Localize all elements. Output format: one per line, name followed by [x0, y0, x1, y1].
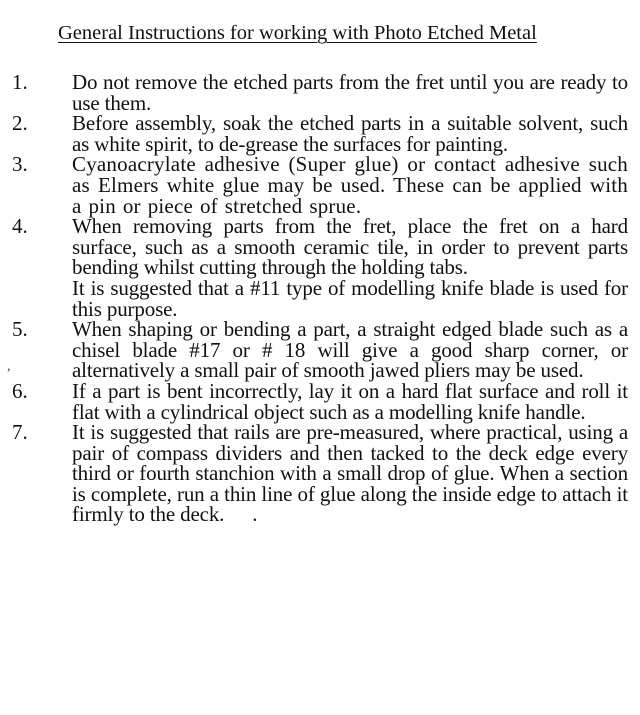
stray-mark: ,: [7, 359, 11, 374]
item-note: It is suggested that a #11 type of modelling knife blade is used for this purpose.: [72, 275, 628, 321]
item-body: [72, 422, 628, 525]
item-number: 4.: [12, 214, 28, 239]
instruction-item-4: [0, 216, 640, 319]
item-text: When shaping or bending a part, a straight edged blade such as a chisel blade #17 or # 18 will give a good sharp corner, or alternatively a small pair of smooth jawed pliers may be used.: [72, 317, 628, 383]
item-number: 5.: [12, 317, 28, 342]
item-text: Do not remove the etched parts from the fret until you are ready to use them.: [72, 70, 628, 115]
item-body: [72, 154, 628, 216]
instruction-item-5: [0, 319, 640, 381]
item-number: 6.: [12, 378, 28, 403]
item-text: Cyanoacrylate adhesive (Super glue) or contact adhesive such as Elmers white glue may be used. These can be applied with a pin or piece of stretched sprue.: [72, 152, 628, 218]
item-number: 2.: [12, 111, 28, 136]
item-text: [72, 422, 628, 525]
instruction-item-6: [0, 378, 640, 424]
instruction-item-3: [0, 154, 640, 216]
item-body: [72, 378, 628, 424]
end-mark: .: [252, 502, 258, 527]
item-body: [72, 216, 628, 319]
item-text: When removing parts from the fret, place the fret on a hard surface, such as a smooth ceramic tile, in order to prevent parts bending whilst cutting through the holding tabs.: [72, 214, 628, 280]
item-text: If a part is bent incorrectly, lay it on a hard flat surface and roll it flat with a cylindrical object such as a modelling knife handle.: [72, 378, 628, 424]
page-title: General Instructions for working with Photo Etched Metal: [58, 22, 537, 44]
item-body: [72, 113, 628, 154]
instruction-item-2: [0, 113, 640, 154]
item-number: 1.: [12, 70, 28, 94]
item-text: Before assembly, soak the etched parts in a suitable solvent, such as white spirit, to de-grease the surfaces for painting.: [72, 111, 628, 156]
instruction-item-1: [0, 72, 640, 113]
item-number: 3.: [12, 152, 28, 177]
item-body: [72, 319, 628, 381]
item-body: [72, 72, 628, 113]
instruction-item-7: [0, 422, 640, 525]
instruction-list: [0, 72, 640, 525]
item-text-content: It is suggested that rails are pre-measured, where practical, using a pair of compass dividers and then tacked to the deck edge every third or fourth stanchion with a small drop of glue. When a section is complete, run a thin line of glue along the inside edge to attach it firmly to the deck.: [72, 420, 628, 527]
item-number: 7.: [12, 420, 28, 445]
